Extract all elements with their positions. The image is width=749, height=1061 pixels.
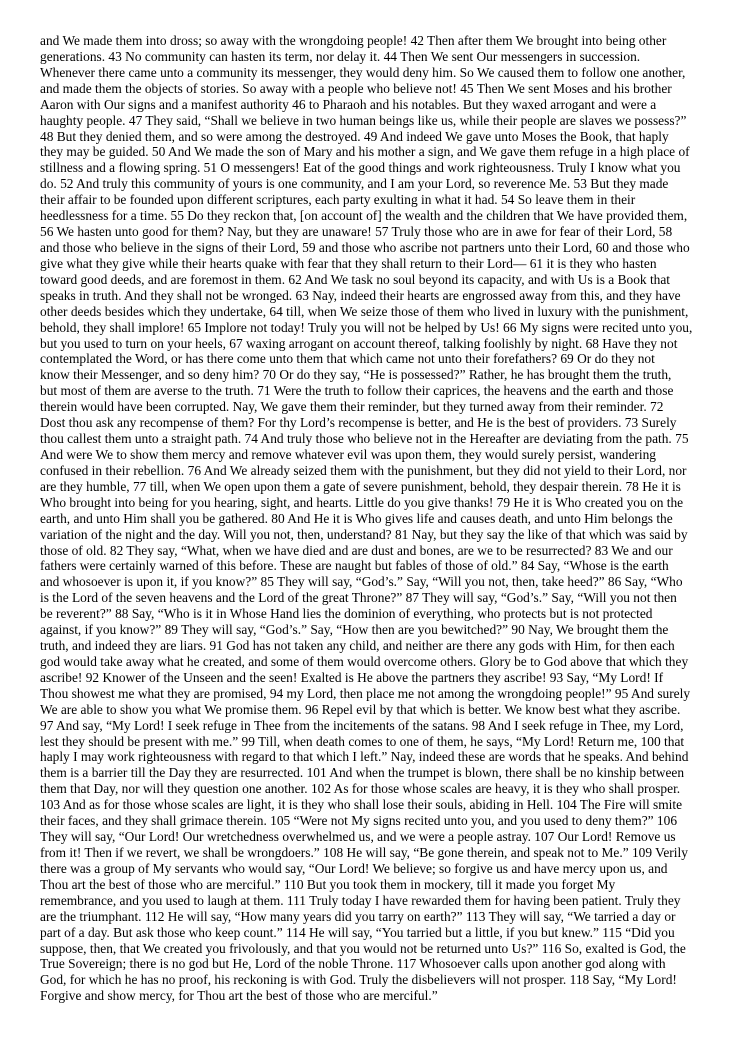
text-line: 103 And as for those whose scales are light, it is they who shall lose their souls, abiding in Hell. 104 The Fire will smite [40, 797, 683, 813]
text-line: 97 And say, “My Lord! I seek refuge in Thee from the incitements of the satans. 98 And I seek refuge in Thee, my Lord, [40, 717, 684, 733]
text-line: are they humble, 77 till, when We open upon them a gate of severe punishment, behold, they despair therein. 78 He it is [40, 478, 681, 494]
text-line: haply I may work righteousness with regard to that which I left.” Nay, indeed these are words that he speaks. And behind [40, 749, 689, 765]
text-line: contemplated the Word, or has there come unto them that which came not unto their forefathers? 69 Or do they not [40, 351, 655, 367]
text-line: 48 But they denied them, and so were among the destroyed. 49 And indeed We gave unto Moses the Book, that haply [40, 128, 669, 144]
text-line: from it! Then if we revert, we shall be wrongdoers.” 108 He will say, “Be gone therein, and speak not to Me.” 109 Verily [40, 845, 688, 861]
text-line: fathers were certainly warned of this before. These are naught but fables of those of old.” 84 Say, “Whose is the earth [40, 558, 669, 574]
text-line: god would take away what he created, and some of them would overcome others. Glory be to God above that which they [40, 653, 689, 669]
text-line: Thou showest me what they are promised, 94 my Lord, then place me not among the wrongdoing people!” 95 And surely [40, 685, 691, 701]
text-body [40, 33, 718, 1004]
text-line: their faces, and they shall grimace therein. 105 “Were not My signs recited unto you, and you used to deny them?” 106 [40, 813, 678, 829]
text-line: stillness and a flowing spring. 51 O messengers! Eat of the good things and work righteousness. Truly I know what you [40, 160, 681, 176]
text-line: ascribe! 92 Knower of the Unseen and the seen! Exalted is He above the partners they ascribe! 93 Say, “My Lord! If [40, 669, 664, 685]
text-line: variation of the night and the day. Will you not, then, understand? 81 Nay, but they say the like of that which was said by [40, 526, 688, 542]
text-line: Aaron with Our signs and a manifest authority 46 to Pharaoh and his notables. But they waxed arrogant and were a [40, 96, 657, 112]
text-line: earth, and unto Him shall you be gathered. 80 And He it is Who gives life and causes death, and unto Him belongs the [40, 510, 673, 526]
text-line: Who brought into being for you hearing, sight, and hearts. Little do you give thanks! 79 He it is Who created you on the [40, 494, 684, 510]
text-line: Whenever there came unto a community its messenger, they would deny him. So We caused them to follow one another, [40, 64, 686, 80]
text-line: and whosoever is upon it, if you know?” 85 They will say, “God’s.” Say, “Will you not, then, take heed?” 86 Say, “Who [40, 574, 683, 590]
text-line: Dost thou ask any recompense of them? For thy Lord’s recompense is better, and He is the best of providers. 73 Surely [40, 415, 677, 431]
text-line: be reverent?” 88 Say, “Who is it in Whose Hand lies the dominion of everything, who protects but is not protected [40, 606, 653, 622]
text-line: And were We to show them mercy and remove whatever evil was upon them, they would surely persist, wandering [40, 446, 656, 462]
text-line: other deeds besides which they undertake, 64 till, when We seize those of them who lived in luxury with the punishment, [40, 303, 689, 319]
text-line: is the Lord of the seven heavens and the Lord of the great Throne?” 87 They will say, “God’s.” Say, “Will you not then [40, 590, 677, 606]
text-line: True Sovereign; there is no god but He, Lord of the noble Throne. 117 Whosoever calls upon another god along with [40, 956, 666, 972]
text-line: them is a barrier till the Day they are resurrected. 101 And when the trumpet is blown, there shall be no kinship between [40, 765, 685, 781]
text-line: generations. 43 No community can hasten its term, nor delay it. 44 Then We sent Our messengers in succession. [40, 48, 641, 64]
text-line: are the triumphant. 112 He will say, “How many years did you tarry on earth?” 113 They will say, “We tarried a day or [40, 908, 676, 924]
text-line: Forgive and show mercy, for Thou art the best of those who are merciful.” [40, 988, 438, 1004]
text-line: haughty people. 47 They said, “Shall we believe in two human beings like us, while their people are slaves we possess?” [40, 112, 687, 128]
text-line: behold, they shall implore! 65 Implore not today! Truly you will not be helped by Us! 66 My signs were recited unto you, [40, 319, 693, 335]
text-line: do. 52 And truly this community of yours is one community, and I am your Lord, so reverence Me. 53 But they made [40, 176, 669, 192]
text-line: thou callest them unto a straight path. 74 And truly those who believe not in the Hereafter are deviating from the path. 75 [40, 431, 689, 447]
text-line: there was a group of My servants who would say, “Our Lord! We believe; so forgive us and have mercy upon us, and [40, 860, 668, 876]
text-line: confused in their rebellion. 76 And We already seized them with the punishment, but they did not yield to their Lord, nor [40, 462, 687, 478]
text-line: heedlessness for a time. 55 Do they reckon that, [on account of] the wealth and the children that We have provided them, [40, 208, 688, 224]
text-line: 56 We hasten unto good for them? Nay, but they are unaware! 57 Truly those who are in awe for fear of their Lord, 58 [40, 224, 673, 240]
text-line: Thou art the best of those who are merciful.” 110 But you took them in mockery, till it made you forget My [40, 876, 616, 892]
text-line: know their Messenger, and so deny him? 70 Or do they say, “He is possessed?” Rather, he has brought them the truth, [40, 367, 672, 383]
text-line: We are able to show you what We promise them. 96 Repel evil by that which is better. We know best what they ascribe. [40, 701, 681, 717]
text-line: but you used to turn on your heels, 67 waxing arrogant on account thereof, talking foolishly by night. 68 Have they not [40, 335, 678, 351]
text-line: speaks in truth. And they shall not be wronged. 63 Nay, indeed their hearts are engrossed away from this, and they have [40, 287, 681, 303]
text-line: toward good deeds, and are foremost in them. 62 And We task no soul beyond its capacity, and with Us is a Book that [40, 271, 671, 287]
text-line: part of a day. But ask those who keep count.” 114 He will say, “You tarried but a little, if you but knew.” 115 “Did you [40, 924, 675, 940]
text-line: their affair to be founded upon different scriptures, each party exulting in what it had. 54 So leave them in their [40, 192, 636, 208]
text-line: against, if you know?” 89 They will say, “God’s.” Say, “How then are you bewitched?” 90 Nay, We brought them the [40, 622, 669, 638]
text-line: and made them the objects of stories. So away with a people who believe not! 45 Then We sent Moses and his brother [40, 80, 672, 96]
text-line: they may be guided. 50 And We made the son of Mary and his mother a sign, and We gave them refuge in a high place of [40, 144, 690, 160]
text-line: suppose, then, that We created you frivolously, and that you would not be returned unto Us?” 116 So, exalted is God, the [40, 940, 686, 956]
text-line: God, for which he has no proof, his reckoning is with God. Truly the disbelievers will not prosper. 118 Say, “My Lord! [40, 972, 677, 988]
text-line: those of old. 82 They say, “What, when we have died and are dust and bones, are we to be resurrected? 83 We and our [40, 542, 673, 558]
text-line: and We made them into dross; so away with the wrongdoing people! 42 Then after them We brought into being other [40, 33, 667, 48]
text-line: truth, and indeed they are liars. 91 God has not taken any child, and neither are there any gods with Him, for then each [40, 638, 675, 654]
text-line: therein would have been corrupted. Nay, We gave them their reminder, but they turned away from their reminder. 72 [40, 399, 664, 415]
text-line: remembrance, and you used to laugh at them. 111 Truly today I have rewarded them for having been patient. Truly they [40, 892, 681, 908]
text-line: They will say, “Our Lord! Our wretchedness overwhelmed us, and we were a people astray. 107 Our Lord! Remove us [40, 829, 676, 845]
text-line: lest they should be present with me.” 99 Till, when death comes to one of them, he says, “My Lord! Return me, 100 that [40, 733, 685, 749]
text-line: but most of them are averse to the truth. 71 Were the truth to follow their caprices, the heavens and the earth and those [40, 383, 674, 399]
text-line: them that Day, nor will they question one another. 102 As for those whose scales are heavy, it is they who shall prosper. [40, 781, 681, 797]
text-line: give what they give while their hearts quake with fear that they shall return to their Lord— 61 it is they who hasten [40, 255, 657, 271]
text-line: and those who believe in the signs of their Lord, 59 and those who ascribe not partners unto their Lord, 60 and those who [40, 239, 690, 255]
